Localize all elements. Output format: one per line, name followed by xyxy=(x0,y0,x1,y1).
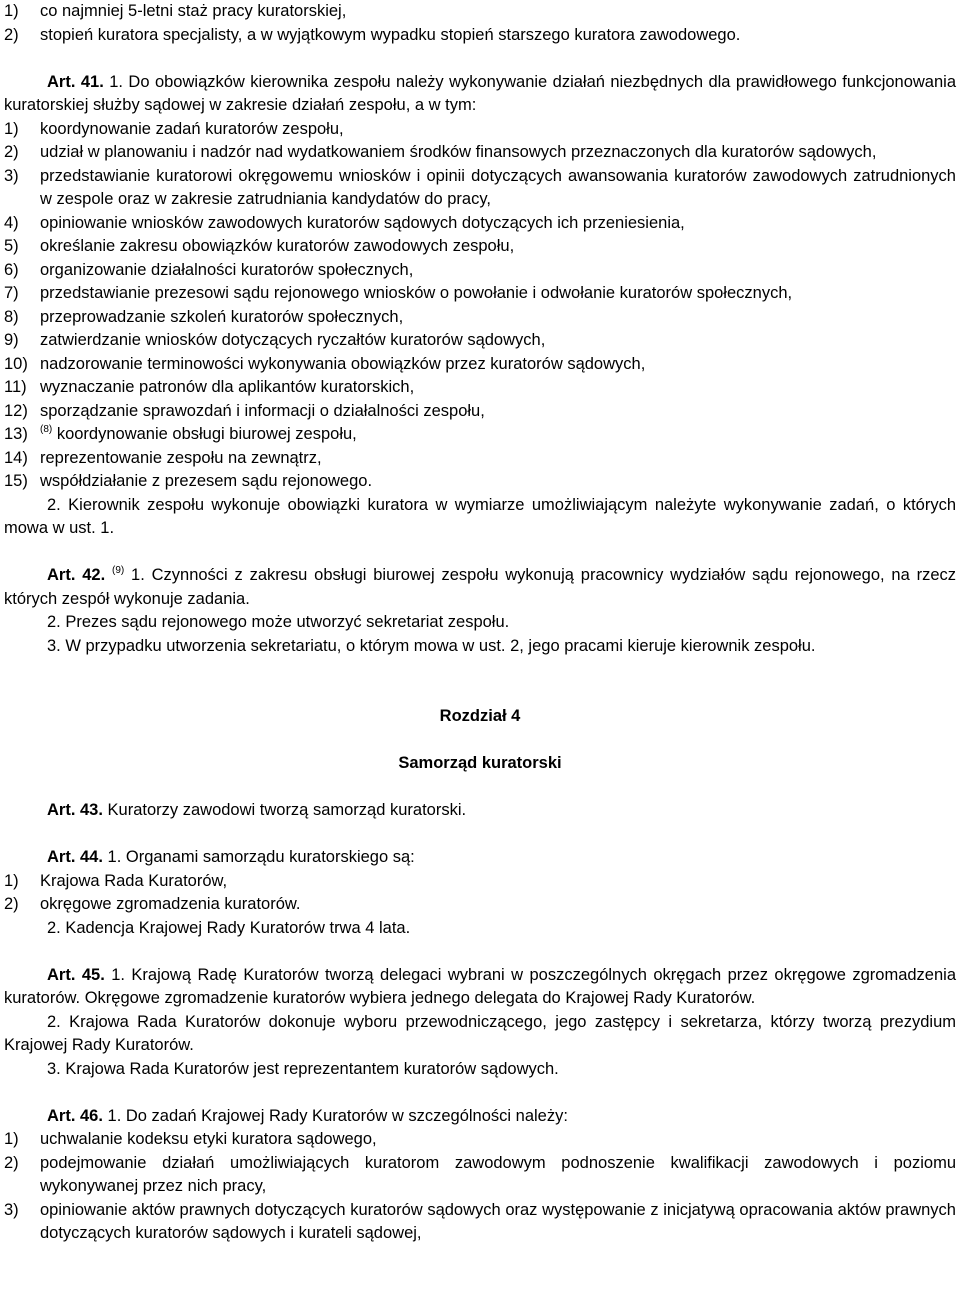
list-item: 14) reprezentowanie zespołu na zewnątrz, xyxy=(4,448,322,467)
list-item: 15) współdziałanie z prezesem sądu rejonowego. xyxy=(4,472,373,490)
article-42-paragraph-2: 2. Prezes sądu rejonowego może utworzyć sekretariat zespołu. xyxy=(47,613,510,631)
list-item: 8) przeprowadzanie szkoleń kuratorów społecznych, xyxy=(4,307,404,326)
list-item: 9) zatwierdzanie wniosków dotyczących ryczałtów kuratorów sądowych, xyxy=(4,331,546,349)
list-item: 3) przedstawianie kuratorowi okręgowemu wniosków i opinii dotyczących awansowania kuratorów zawodowych zatrudnionych w zespole oraz w zakresie zatrudniania kandydatów do pracy, xyxy=(4,166,956,208)
article-45-paragraph-3: 3. Krajowa Rada Kuratorów jest reprezentantem kuratorów sądowych. xyxy=(47,1059,559,1078)
chapter-title: Samorząd kuratorski xyxy=(398,754,562,772)
list-item: 12) sporządzanie sprawozdań i informacji o działalności zespołu, xyxy=(4,401,485,420)
list-item: 1) koordynowanie zadań kuratorów zespołu, xyxy=(4,119,344,138)
article-label: Art. 43. xyxy=(47,801,103,819)
list-item: 2) udział w planowaniu i nadzór nad wydatkowaniem środków finansowych przeznaczonych dla kuratorów sądowych, xyxy=(4,143,877,161)
list-item: 13) $^{(8)}$ koordynowanie obsługi biurowej zespołu, xyxy=(4,424,357,443)
footnote-marker: (8) xyxy=(40,424,53,435)
article-44-paragraph-1: Art. 44. 1. Organami samorządu kuratorskiego są: xyxy=(47,848,415,866)
list-item: 2) podejmowanie działań umożliwiających kuratorom zawodowym podnoszenie kwalifikacji zawodowych i poziomu wykonywanej przez nich pracy, xyxy=(4,1153,956,1195)
article-45-paragraph-2: 2. Krajowa Rada Kuratorów dokonuje wyboru przewodniczącego, jego zastępcy i sekretarza, którzy tworzą prezydium Krajowej Rady Kuratorów. xyxy=(4,1012,956,1054)
list-item: 4) opiniowanie wniosków zawodowych kuratorów sądowych dotyczących ich przeniesienia, xyxy=(4,213,685,232)
article-label: Art. 45. xyxy=(47,965,105,984)
list-item: 3) opiniowanie aktów prawnych dotyczących kuratorów sądowych oraz występowanie z inicjatywą opracowania aktów prawnych dotyczących kuratorów sądowych i kurateli sądowej, xyxy=(4,1200,956,1242)
article-label: Art. 46. xyxy=(47,1106,103,1125)
article-45-paragraph-1: Art. 45. 1. Krajową Radę Kuratorów tworzą delegaci wybrani w poszczególnych okręgach przez okręgowe zgromadzenia kuratorów. Okręgowe zgromadzenie kuratorów wybiera jednego delegata do Krajowej Rady Kuratorów. xyxy=(4,965,957,1007)
list-item: 7) przedstawianie prezesowi sądu rejonowego wniosków o powołanie i odwołanie kuratorów społecznych, xyxy=(4,284,793,302)
list-item: 5) określanie zakresu obowiązków kuratorów zawodowych zespołu, xyxy=(4,237,515,255)
chapter-number: Rozdział 4 xyxy=(439,707,521,725)
article-42-paragraph-3: 3. W przypadku utworzenia sekretariatu, o którym mowa w ust. 2, jego pracami kieruje kierownik zespołu. xyxy=(47,636,816,655)
article-44-paragraph-2: 2. Kadencja Krajowej Rady Kuratorów trwa 4 lata. xyxy=(47,918,411,937)
list-item: 1) uchwalanie kodeksu etyki kuratora sądowego, xyxy=(4,1130,377,1148)
article-label: Art. 42. xyxy=(47,566,106,584)
article-43: Art. 43. Kuratorzy zawodowi tworzą samorząd kuratorski. xyxy=(47,801,467,819)
list-item: 6) organizowanie działalności kuratorów społecznych, xyxy=(4,260,414,279)
list-item: 11) wyznaczanie patronów dla aplikantów kuratorskich, xyxy=(4,378,415,396)
list-item: 1) Krajowa Rada Kuratorów, xyxy=(4,871,228,890)
article-label: Art. 41. xyxy=(47,72,104,91)
list-item: 1) co najmniej 5-letni staż pracy kuratorskiej, xyxy=(4,2,347,20)
footnote-marker: (9) xyxy=(111,565,125,576)
list-item: 10) nadzorowanie terminowości wykonywania obowiązków przez kuratorów sądowych, xyxy=(4,354,646,373)
article-41-paragraph-1: Art. 41. 1. Do obowiązków kierownika zespołu należy wykonywanie działań niezbędnych dla prawidłowego funkcjonowania kuratorskiej służby sądowej w zakresie działań zespołu, a w tym: xyxy=(4,72,956,114)
article-41-paragraph-2: 2. Kierownik zespołu wykonuje obowiązki kuratora w wymiarze umożliwiającym należyte wykonywanie zadań, o których mowa w ust. 1. xyxy=(4,495,956,537)
article-label: Art. 44. xyxy=(47,848,103,866)
article-46-paragraph-1: Art. 46. 1. Do zadań Krajowej Rady Kuratorów w szczególności należy: xyxy=(47,1106,568,1125)
article-42-paragraph-1: Art. 42. $^{(9)}$ 1. Czynności z zakresu obsługi biurowej zespołu wykonują pracownicy wydziałów sądu rejonowego, na rzecz których zespół wykonuje zadania. xyxy=(4,565,956,608)
list-item: 2) stopień kuratora specjalisty, a w wyjątkowym wypadku stopień starszego kuratora zawodowego. xyxy=(4,25,741,44)
list-item: 2) okręgowe zgromadzenia kuratorów. xyxy=(4,895,301,913)
